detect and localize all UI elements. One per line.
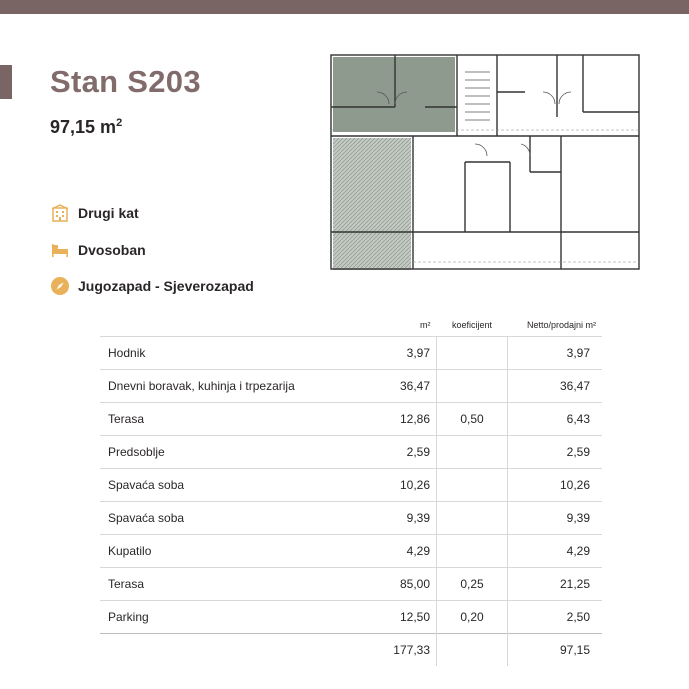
- row-coefficient: [437, 337, 508, 370]
- row-net: 21,25: [508, 568, 603, 601]
- table-row: [100, 502, 602, 535]
- row-name: Dnevni boravak, kuhinja i trpezarija: [100, 370, 329, 403]
- header-net: Netto/prodajni m²: [526, 320, 596, 330]
- row-coefficient: [437, 535, 508, 568]
- row-name: Spavaća soba: [100, 469, 329, 502]
- table-row: [100, 370, 602, 403]
- table-header-row: [100, 314, 602, 337]
- header-coefficient: koeficijent: [451, 320, 493, 330]
- row-name: Hodnik: [100, 337, 329, 370]
- row-name: Kupatilo: [100, 535, 329, 568]
- table-row: [100, 535, 602, 568]
- row-net: 10,26: [508, 469, 603, 502]
- building-icon: [50, 203, 70, 223]
- row-net: 9,39: [508, 502, 603, 535]
- table-row: [100, 601, 602, 634]
- row-name: Spavaća soba: [100, 502, 329, 535]
- apartment-area: [50, 117, 122, 138]
- top-accent-bar: [0, 0, 689, 14]
- total-coefficient: [437, 634, 508, 667]
- row-coefficient: 0,50: [437, 403, 508, 436]
- row-m2: 2,59: [329, 436, 437, 469]
- row-coefficient: [437, 502, 508, 535]
- header-name: [100, 314, 329, 337]
- row-name: Parking: [100, 601, 329, 634]
- row-coefficient: [437, 436, 508, 469]
- row-net: 2,59: [508, 436, 603, 469]
- room-area-table: [100, 314, 602, 666]
- total-net: 97,15: [508, 634, 603, 667]
- row-coefficient: [437, 469, 508, 502]
- total-m2: 177,33: [329, 634, 437, 667]
- compass-icon: [50, 276, 70, 296]
- row-net: 3,97: [508, 337, 603, 370]
- feature-rooms: [50, 240, 146, 260]
- row-m2: 36,47: [329, 370, 437, 403]
- floor-plan: [325, 52, 645, 274]
- feature-rooms-label: Dvosoban: [78, 242, 146, 258]
- header-m2: m²: [420, 320, 431, 330]
- row-net: 2,50: [508, 601, 603, 634]
- feature-orientation: [50, 276, 254, 296]
- table-row: [100, 568, 602, 601]
- bed-icon: [50, 240, 70, 260]
- area-value: 97,15 m: [50, 117, 117, 137]
- table-total-row: [100, 634, 602, 667]
- table-row: [100, 436, 602, 469]
- row-m2: 85,00: [329, 568, 437, 601]
- row-m2: 9,39: [329, 502, 437, 535]
- row-m2: 12,50: [329, 601, 437, 634]
- row-m2: 4,29: [329, 535, 437, 568]
- feature-floor-label: Drugi kat: [78, 205, 139, 221]
- area-unit-superscript: 2: [116, 117, 123, 129]
- title-accent-mark: [0, 65, 12, 99]
- row-coefficient: 0,25: [437, 568, 508, 601]
- row-m2: 3,97: [329, 337, 437, 370]
- row-coefficient: [437, 370, 508, 403]
- plan-highlight-apartment: [333, 57, 455, 132]
- row-name: Terasa: [100, 568, 329, 601]
- row-name: Predsoblje: [100, 436, 329, 469]
- total-label: [100, 634, 329, 667]
- table-row: [100, 469, 602, 502]
- row-net: 36,47: [508, 370, 603, 403]
- row-name: Terasa: [100, 403, 329, 436]
- feature-orientation-label: Jugozapad - Sjeverozapad: [78, 278, 254, 294]
- page-title: Stan S203: [50, 64, 201, 99]
- row-net: 6,43: [508, 403, 603, 436]
- row-coefficient: 0,20: [437, 601, 508, 634]
- table-row: [100, 337, 602, 370]
- row-m2: 12,86: [329, 403, 437, 436]
- row-net: 4,29: [508, 535, 603, 568]
- row-m2: 10,26: [329, 469, 437, 502]
- table-row: [100, 403, 602, 436]
- feature-floor: [50, 203, 139, 223]
